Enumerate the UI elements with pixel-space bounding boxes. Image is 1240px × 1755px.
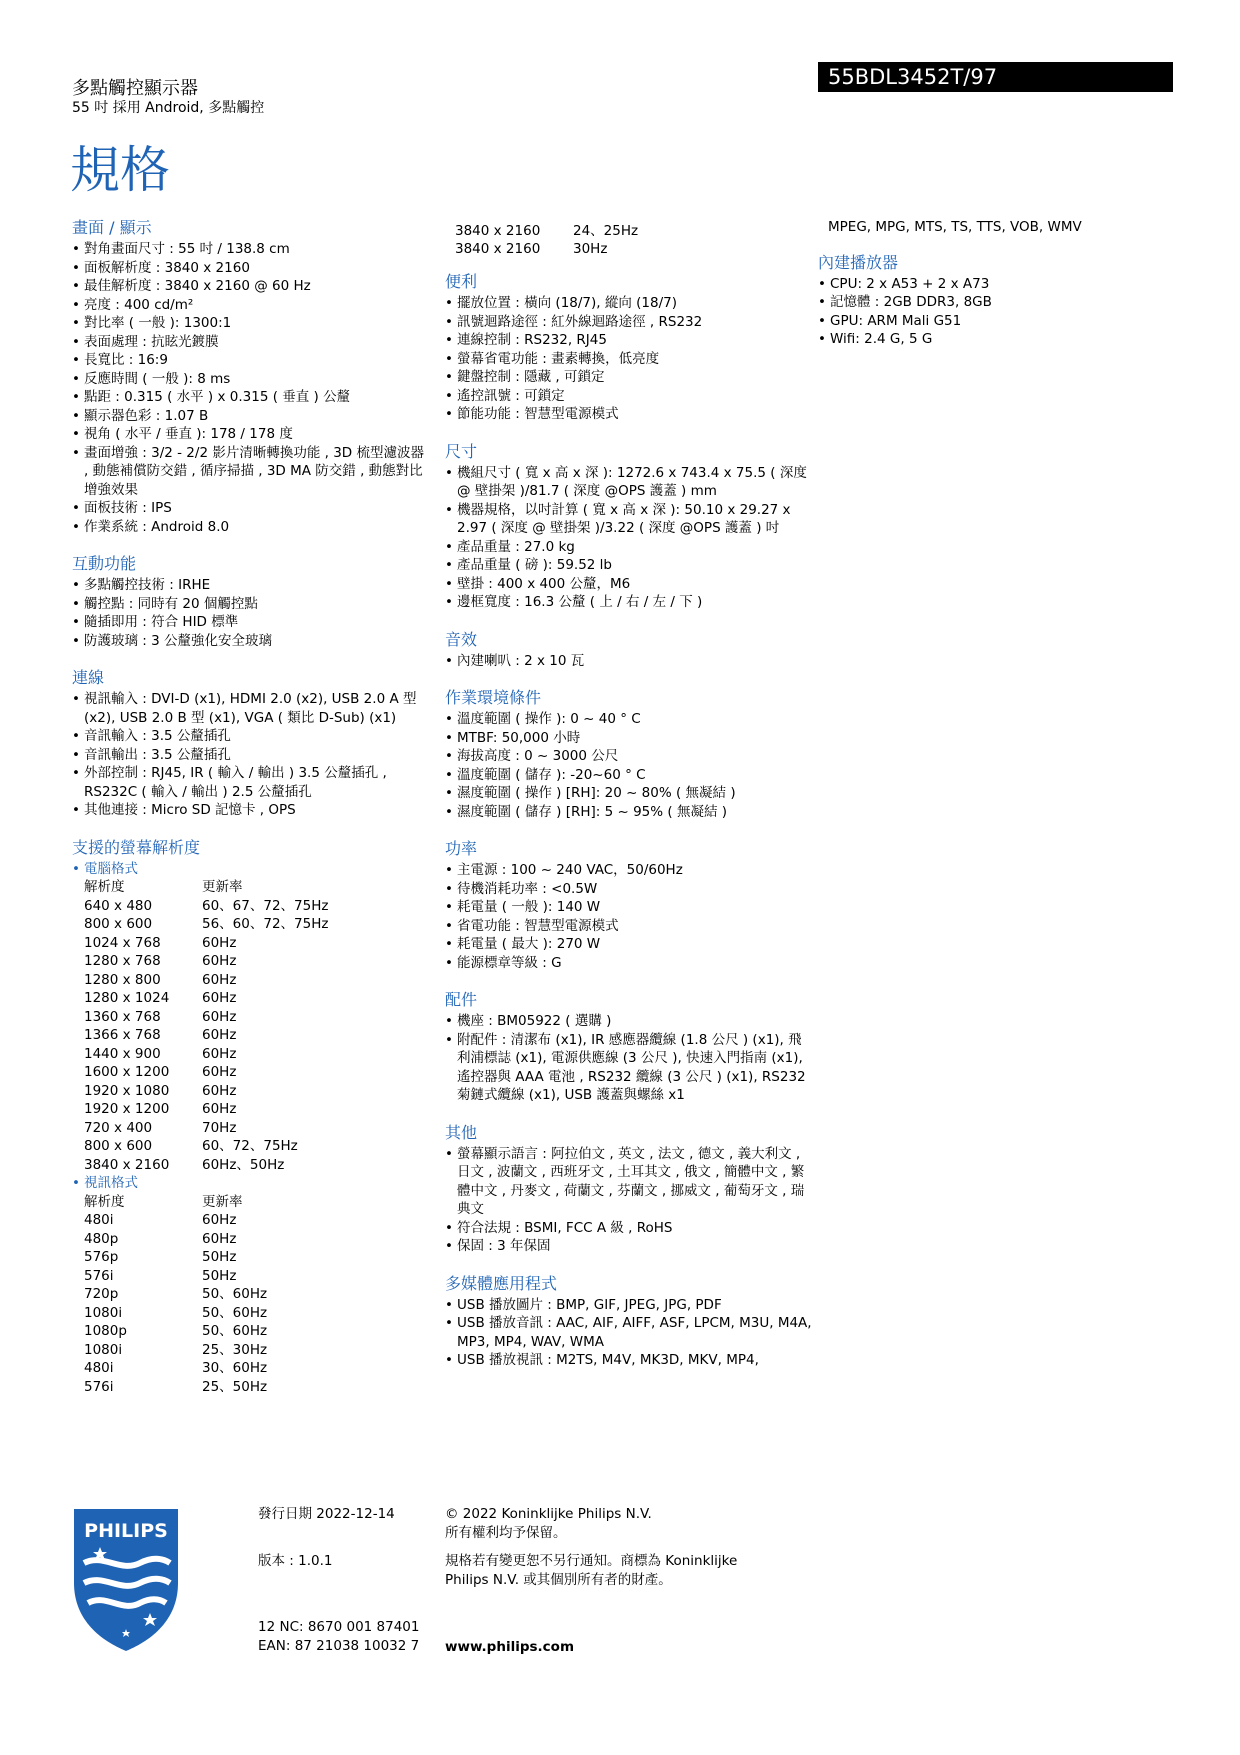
- list-item: • 長寬比 : 16:9: [72, 351, 432, 370]
- resolution-cell: 480i: [84, 1360, 114, 1376]
- list-item: • 對角畫面尺寸 : 55 吋 / 138.8 cm: [72, 240, 432, 259]
- refresh-rate-cell: 70Hz: [202, 1119, 237, 1136]
- pc-format-label: • 電腦格式: [72, 860, 432, 879]
- list-item: • 待機消耗功率 : <0.5W: [445, 880, 815, 899]
- table-row: [84, 1304, 267, 1323]
- refresh-rate-cell: 60、72、75Hz: [202, 1138, 298, 1154]
- list-item: • 視角 ( 水平 / 垂直 ): 178 / 178 度: [72, 425, 432, 444]
- list-item: • 顯示器色彩 : 1.07 B: [72, 407, 432, 426]
- list-item: • 鍵盤控制 : 隱藏 , 可鎖定: [445, 368, 815, 387]
- refresh-rate-cell: 更新率: [202, 1193, 243, 1210]
- list-item: • 最佳解析度 : 3840 x 2160 @ 60 Hz: [72, 277, 432, 296]
- refresh-rate-cell: 60Hz: [202, 1230, 237, 1247]
- refresh-rate-cell: 60Hz: [202, 953, 237, 969]
- table-row: [84, 1378, 267, 1397]
- spec-list: [445, 652, 815, 671]
- resolution-cell: 1440 x 900: [84, 1045, 161, 1062]
- list-item: • 對比率 ( 一般 ): 1300:1: [72, 314, 432, 333]
- video-format-label: • 視訊格式: [72, 1174, 432, 1193]
- column-1: [72, 218, 432, 1414]
- spec-list: [72, 240, 432, 536]
- refresh-rate-cell: 60Hz: [202, 1212, 237, 1228]
- list-item: • 主電源 : 100 ~ 240 VAC，50/60Hz: [445, 861, 815, 880]
- page-heading: 規格: [70, 141, 170, 199]
- list-item: • GPU: ARM Mali G51: [818, 312, 1168, 331]
- table-row: [84, 1248, 267, 1267]
- list-item: • 點距 : 0.315 ( 水平 ) x 0.315 ( 垂直 ) 公釐: [72, 388, 432, 407]
- table-row: [445, 222, 638, 240]
- section-resolutions: [72, 838, 432, 1397]
- list-item: • CPU: 2 x A53 + 2 x A73: [818, 275, 1168, 294]
- refresh-rate-cell: 25、50Hz: [202, 1378, 268, 1395]
- column-3: [818, 218, 1168, 367]
- refresh-rate-cell: 60Hz: [202, 990, 237, 1006]
- section-connectivity: [72, 668, 432, 820]
- list-item: • 溫度範圍 ( 操作 ): 0 ~ 40 ° C: [445, 710, 815, 729]
- table-row: [84, 1008, 328, 1027]
- table-row: [84, 952, 328, 971]
- resolution-cell: 576i: [84, 1267, 114, 1284]
- list-item: • 擺放位置 : 橫向 (18/7), 縱向 (18/7): [445, 294, 815, 313]
- resolution-cell: 640 x 480: [84, 897, 153, 914]
- refresh-rate-cell: 50Hz: [202, 1249, 237, 1265]
- pc-resolution-table: [84, 878, 328, 1174]
- table-row: [84, 1045, 328, 1064]
- resolution-cell: 1920 x 1080: [84, 1082, 170, 1099]
- table-row: [84, 1230, 267, 1249]
- refresh-rate-cell: 30Hz: [573, 241, 608, 257]
- section-convenience: [445, 272, 815, 424]
- resolution-cell: 800 x 600: [84, 1138, 153, 1154]
- list-item: • 濕度範圍 ( 儲存 ) [RH]: 5 ~ 95% ( 無凝結 ): [445, 803, 815, 822]
- website-link[interactable]: www.philips.com: [445, 1639, 575, 1655]
- section-misc: [445, 1123, 815, 1256]
- section-sound: [445, 630, 815, 671]
- refresh-rate-cell: 50、60Hz: [202, 1304, 268, 1321]
- spec-list: [445, 1296, 815, 1370]
- section-title: 音效: [445, 629, 478, 649]
- resolution-cell: 1280 x 800: [84, 971, 161, 988]
- continued-video-formats: MPEG, MPG, MTS, TS, TTS, VOB, WMV: [828, 219, 1082, 235]
- refresh-rate-cell: 56、60、72、75Hz: [202, 916, 329, 932]
- section-multimedia: [445, 1274, 815, 1370]
- list-item: • 能源標章等級 : G: [445, 954, 815, 973]
- section-title: 其他: [445, 1122, 478, 1142]
- list-item: • 觸控點 : 同時有 20 個觸控點: [72, 595, 432, 614]
- list-item: • 作業系統 : Android 8.0: [72, 518, 432, 537]
- section-player: [818, 253, 1168, 349]
- table-header-row: [84, 1193, 267, 1212]
- list-item: • 視訊輸入 : DVI-D (x1), HDMI 2.0 (x2), USB 2.0 A 型 (x2), USB 2.0 B 型 (x1), VGA ( 類比 D-Sub) (x1): [72, 690, 432, 727]
- list-item: • 耗電量 ( 一般 ): 140 W: [445, 898, 815, 917]
- resolution-cell: 解析度: [84, 1193, 125, 1210]
- list-item: • 螢幕省電功能 : 畫素轉換，低亮度: [445, 350, 815, 369]
- list-item: • 反應時間 ( 一般 ): 8 ms: [72, 370, 432, 389]
- copyright: © 2022 Koninklijke Philips N.V.: [445, 1506, 652, 1522]
- refresh-rate-cell: 60Hz: [202, 1045, 237, 1062]
- table-row: [84, 1026, 328, 1045]
- list-item: • 音訊輸出 : 3.5 公釐插孔: [72, 746, 432, 765]
- table-row: [84, 934, 328, 953]
- refresh-rate-cell: 60Hz: [202, 1082, 237, 1099]
- list-item: • 遙控訊號 : 可鎖定: [445, 387, 815, 406]
- spec-list: [445, 1145, 815, 1256]
- video-resolution-table: [84, 1193, 267, 1397]
- section-title: 支援的螢幕解析度: [72, 837, 201, 857]
- legal-notice-line-2: Philips N.V. 或其個別所有者的財產。: [445, 1572, 672, 1588]
- table-row: [84, 1119, 328, 1138]
- resolution-cell: 1024 x 768: [84, 934, 161, 951]
- list-item: • 內建喇叭 : 2 x 10 瓦: [445, 652, 815, 671]
- section-title: 互動功能: [72, 554, 137, 573]
- resolution-cell: 1080i: [84, 1304, 123, 1321]
- list-item: • 其他連接 : Micro SD 記憶卡 , OPS: [72, 801, 432, 820]
- spec-list: [72, 576, 432, 650]
- spec-list: [445, 464, 815, 612]
- product-subtitle: 55 吋 採用 Android, 多點觸控: [72, 100, 265, 116]
- resolution-cell: 576i: [84, 1378, 114, 1395]
- table-row: [84, 897, 328, 916]
- section-title: 便利: [445, 272, 478, 291]
- version: 版本 : 1.0.1: [258, 1553, 333, 1569]
- resolution-cell: 解析度: [84, 879, 125, 895]
- refresh-rate-cell: 60Hz、50Hz: [202, 1156, 285, 1173]
- refresh-rate-cell: 60Hz: [202, 971, 237, 988]
- section-dimensions: [445, 442, 815, 612]
- list-item: • 亮度 : 400 cd/m²: [72, 296, 432, 315]
- rights-reserved: 所有權利均予保留。: [445, 1525, 567, 1541]
- resolution-cell: 3840 x 2160: [455, 223, 541, 239]
- table-row: [84, 1156, 328, 1175]
- resolution-cell: 576p: [84, 1249, 119, 1265]
- spec-list: [445, 294, 815, 424]
- resolution-cell: 1080i: [84, 1341, 123, 1358]
- list-item: • 表面處理 : 抗眩光鍍膜: [72, 333, 432, 352]
- resolution-cell: 1600 x 1200: [84, 1064, 170, 1080]
- list-item: • 連線控制 : RS232, RJ45: [445, 331, 815, 350]
- list-item: • 節能功能 : 智慧型電源模式: [445, 405, 815, 424]
- refresh-rate-cell: 60Hz: [202, 1008, 237, 1025]
- legal-notice-line-1: 規格若有變更恕不另行通知。商標為 Koninklijke: [445, 1553, 738, 1569]
- list-item: • 保固 : 3 年保固: [445, 1237, 815, 1256]
- list-item: • 附配件 : 清潔布 (x1), IR 感應器纜線 (1.8 公尺 ) (x1), 飛利浦標誌 (x1), 電源供應線 (3 公尺 ), 快速入門指南 (x1), 遙控器與 AAA 電池 , RS232 纜線 (3 公尺 ) (x1), RS232 菊鏈式纜線 (x1), USB 護蓋與螺絲 x1: [445, 1031, 815, 1105]
- spec-list: [445, 861, 815, 972]
- column-2: [445, 222, 815, 1388]
- table-row: [445, 240, 638, 258]
- table-header-row: [84, 878, 328, 897]
- refresh-rate-cell: 50Hz: [202, 1267, 237, 1284]
- refresh-rate-cell: 30、60Hz: [202, 1360, 268, 1376]
- list-item: • 畫面增強 : 3/2 - 2/2 影片清晰轉換功能 , 3D 梳型濾波器 , 動態補償防交錯 , 循序掃描 , 3D MA 防交錯 , 動態對比增強效果: [72, 444, 432, 500]
- list-item: • 訊號迴路途徑 : 紅外線迴路途徑 , RS232: [445, 313, 815, 332]
- resolution-cell: 3840 x 2160: [455, 241, 541, 257]
- table-row: [84, 1322, 267, 1341]
- logo-text: PHILIPS: [84, 1520, 168, 1542]
- list-item: • 多點觸控技術 : IRHE: [72, 576, 432, 595]
- list-item: • USB 播放圖片 : BMP, GIF, JPEG, JPG, PDF: [445, 1296, 815, 1315]
- product-title: 多點觸控顯示器: [72, 78, 198, 99]
- refresh-rate-cell: 50、60Hz: [202, 1286, 268, 1302]
- list-item: • 機器規格，以吋計算 ( 寬 x 高 x 深 ): 50.10 x 29.27 x 2.97 ( 深度 @ 壁掛架 )/3.22 ( 深度 @OPS 護蓋 ) 吋: [445, 501, 815, 538]
- refresh-rate-cell: 24、25Hz: [573, 223, 639, 239]
- list-item: • 音訊輸入 : 3.5 公釐插孔: [72, 727, 432, 746]
- list-item: • 符合法規 : BSMI, FCC A 級 , RoHS: [445, 1219, 815, 1238]
- section-title: 畫面 / 顯示: [72, 218, 152, 237]
- section-power: [445, 839, 815, 972]
- list-item: • 溫度範圍 ( 儲存 ): -20~60 ° C: [445, 766, 815, 785]
- spec-list: [445, 710, 815, 821]
- list-item: • 邊框寬度 : 16.3 公釐 ( 上 / 右 / 左 / 下 ): [445, 593, 815, 612]
- section-title: 功率: [445, 839, 478, 858]
- refresh-rate-cell: 25、30Hz: [202, 1341, 268, 1358]
- table-row: [84, 971, 328, 990]
- list-item: • 濕度範圍 ( 操作 ) [RH]: 20 ~ 80% ( 無凝結 ): [445, 784, 815, 803]
- list-item: • 面板解析度 : 3840 x 2160: [72, 259, 432, 278]
- list-item: • 防護玻璃 : 3 公釐強化安全玻璃: [72, 632, 432, 651]
- list-item: • Wifi: 2.4 G, 5 G: [818, 330, 1168, 349]
- table-row: [84, 1267, 267, 1286]
- list-item: • 機組尺寸 ( 寬 x 高 x 深 ): 1272.6 x 743.4 x 75.5 ( 深度 @ 壁掛架 )/81.7 ( 深度 @OPS 護蓋 ) mm: [445, 464, 815, 501]
- spec-list: [445, 1012, 815, 1105]
- refresh-rate-cell: 60Hz: [202, 1101, 237, 1117]
- list-item: • USB 播放音訊 : AAC, AIF, AIFF, ASF, LPCM, M3U, M4A, MP3, MP4, WAV, WMA: [445, 1314, 815, 1351]
- table-row: [84, 1137, 328, 1156]
- resolution-cell: 1920 x 1200: [84, 1101, 170, 1117]
- section-accessories: [445, 990, 815, 1105]
- table-row: [84, 1082, 328, 1101]
- resolution-cell: 1366 x 768: [84, 1027, 161, 1043]
- list-item: • 隨插即用 : 符合 HID 標準: [72, 613, 432, 632]
- table-row: [84, 1341, 267, 1360]
- list-item: • MTBF: 50,000 小時: [445, 729, 815, 748]
- refresh-rate-cell: 60Hz: [202, 1064, 237, 1080]
- section-operating-conditions: [445, 688, 815, 821]
- table-row: [84, 915, 328, 934]
- refresh-rate-cell: 更新率: [202, 879, 243, 895]
- resolution-cell: 3840 x 2160: [84, 1156, 170, 1173]
- list-item: • 螢幕顯示語言 : 阿拉伯文 , 英文 , 法文 , 德文 , 義大利文 , 日文 , 波蘭文 , 西班牙文 , 土耳其文 , 俄文 , 簡體中文 , 繁體中文 , 丹麥文 , 荷蘭文 , 芬蘭文 , 挪威文 , 葡萄牙文 , 瑞典文: [445, 1145, 815, 1219]
- section-interactivity: [72, 554, 432, 650]
- resolution-cell: 1280 x 1024: [84, 990, 170, 1006]
- resolution-cell: 1280 x 768: [84, 953, 161, 969]
- resolution-cell: 1080p: [84, 1323, 127, 1339]
- list-item: • 機座 : BM05922 ( 選購 ): [445, 1012, 815, 1031]
- section-title: 連線: [72, 668, 105, 687]
- spec-list: [72, 690, 432, 820]
- list-item: • USB 播放視訊 : M2TS, M4V, MK3D, MKV, MP4,: [445, 1351, 815, 1370]
- section-title: 作業環境條件: [445, 688, 542, 707]
- resolution-cell: 1360 x 768: [84, 1008, 161, 1025]
- list-item: • 海拔高度 : 0 ~ 3000 公尺: [445, 747, 815, 766]
- release-date: 發行日期 2022-12-14: [258, 1506, 395, 1522]
- spec-list: [818, 275, 1168, 349]
- table-row: [84, 1285, 267, 1304]
- list-item: • 記憶體 : 2GB DDR3, 8GB: [818, 293, 1168, 312]
- table-row: [84, 989, 328, 1008]
- resolution-cell: 480p: [84, 1230, 119, 1247]
- list-item: • 壁掛 : 400 x 400 公釐，M6: [445, 575, 815, 594]
- table-row: [84, 1359, 267, 1378]
- resolution-cell: 720 x 400: [84, 1119, 153, 1136]
- list-item: • 省電功能 : 智慧型電源模式: [445, 917, 815, 936]
- refresh-rate-cell: 60Hz: [202, 1027, 237, 1043]
- list-item: • 外部控制 : RJ45, IR ( 輸入 / 輸出 ) 3.5 公釐插孔 , RS232C ( 輸入 / 輸出 ) 2.5 公釐插孔: [72, 764, 432, 801]
- section-title: 配件: [445, 990, 478, 1009]
- list-item: • 面板技術 : IPS: [72, 499, 432, 518]
- list-item: • 產品重量 ( 磅 ): 59.52 lb: [445, 556, 815, 575]
- resolution-cell: 480i: [84, 1212, 114, 1228]
- table-row: [84, 1100, 328, 1119]
- list-item: • 耗電量 ( 最大 ): 270 W: [445, 935, 815, 954]
- table-row: [84, 1063, 328, 1082]
- ean-number: EAN: 87 21038 10032 7: [258, 1638, 420, 1654]
- refresh-rate-cell: 50、60Hz: [202, 1323, 268, 1339]
- continued-resolution-table: [445, 222, 638, 258]
- section-title: 多媒體應用程式: [445, 1273, 558, 1293]
- refresh-rate-cell: 60Hz: [202, 934, 237, 951]
- resolution-cell: 800 x 600: [84, 916, 153, 932]
- section-title: 內建播放器: [818, 252, 899, 272]
- refresh-rate-cell: 60、67、72、75Hz: [202, 897, 329, 914]
- nc-number: 12 NC: 8670 001 87401: [258, 1619, 420, 1635]
- section-display: [72, 218, 432, 536]
- resolution-cell: 720p: [84, 1286, 119, 1302]
- table-row: [84, 1211, 267, 1230]
- model-number: 55BDL3452T/97: [818, 62, 1173, 92]
- section-title: 尺寸: [445, 441, 478, 461]
- list-item: • 產品重量 : 27.0 kg: [445, 538, 815, 557]
- philips-shield-logo: [70, 1505, 182, 1653]
